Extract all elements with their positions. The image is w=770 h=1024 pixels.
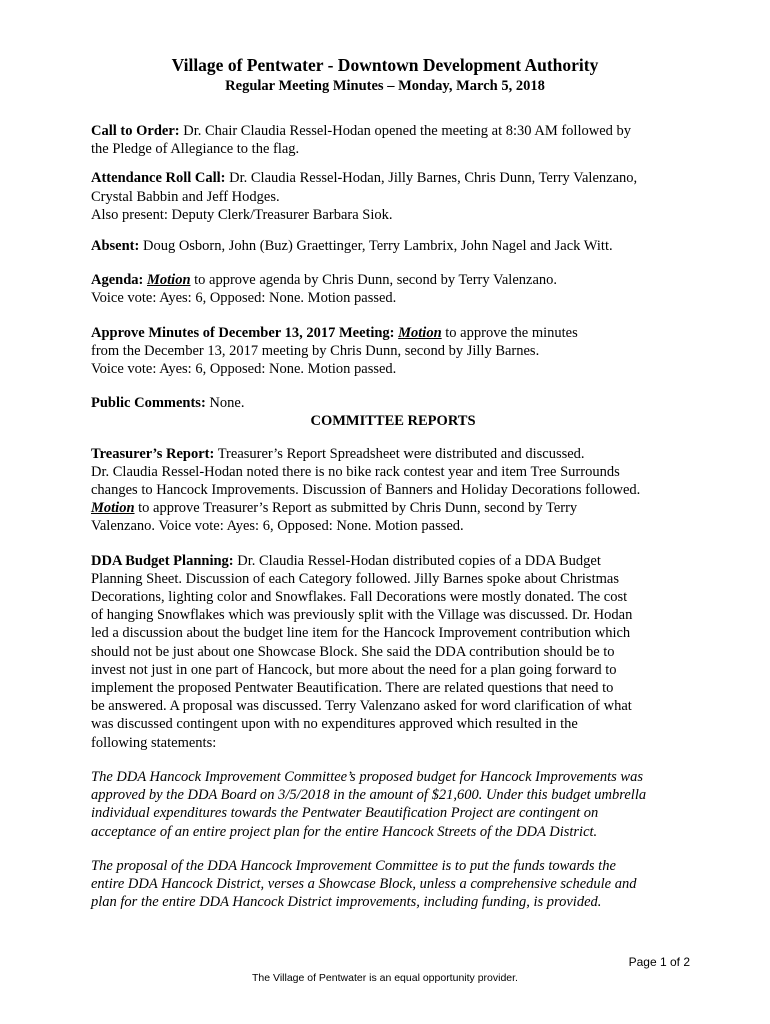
attendance-label: Attendance Roll Call: [91,170,226,187]
approve-minutes-vote: Voice vote: Ayes: 6, Opposed: None. Motion passed. [91,361,397,378]
agenda-section [91,271,695,307]
agenda-text: to approve agenda by Chris Dunn, second by Terry Valenzano. [190,272,558,289]
budget-statement-2 [91,857,695,912]
statement-text: plan for the entire DDA Hancock District improvements, including funding, is provided. [91,894,602,911]
budget-planning-text: should not be just about one Showcase Block. She said the DDA contribution should be to [91,643,615,660]
call-to-order-text: Dr. Chair Claudia Ressel-Hodan opened the meeting at 8:30 AM followed by [179,123,632,139]
budget-planning-text: of hanging Snowflakes which was previously split with the Village was discussed. Dr. Hodan [91,607,633,624]
budget-planning-label: DDA Budget Planning: [91,552,234,569]
motion-label: Motion [147,272,191,289]
attendance-section [91,169,695,224]
budget-planning-text: invest not just in one part of Hancock, but more about the need for a plan going forward to [91,661,617,678]
absent-label: Absent: [91,238,140,255]
approve-minutes-section [91,324,695,379]
document-subtitle: Regular Meeting Minutes – Monday, March 5, 2018 [225,78,545,94]
treasurer-report-label: Treasurer’s Report: [91,445,215,462]
budget-planning-text: implement the proposed Pentwater Beautification. There are related questions that need to [91,680,614,697]
treasurer-report-text: changes to Hancock Improvements. Discussion of Banners and Holiday Decorations followed. [91,482,641,499]
treasurer-report-text: Dr. Claudia Ressel-Hodan noted there is no bike rack contest year and item Tree Surrounds [91,463,620,480]
statement-text: acceptance of an entire project plan for the entire Hancock Streets of the DDA District. [91,823,598,840]
treasurer-report-text: to approve Treasurer’s Report as submitted by Chris Dunn, second by Terry [134,500,578,517]
treasurer-report-text: Treasurer’s Report Spreadsheet were distributed and discussed. [214,445,585,462]
absent-text: Doug Osborn, John (Buz) Graettinger, Terry Lambrix, John Nagel and Jack Witt. [139,238,613,255]
budget-planning-text: Decorations, lighting color and Snowflakes. Fall Decorations were mostly donated. The cost [91,589,628,606]
budget-planning-text: Dr. Claudia Ressel-Hodan distributed copies of a DDA Budget [233,552,601,569]
minutes-body [91,122,695,927]
page-footer: The Village of Pentwater is an equal opportunity provider. [252,972,518,984]
document-title: Village of Pentwater - Downtown Development Authority [171,55,599,75]
statement-text: individual expenditures towards the Pentwater Beautification Project are contingent on [91,805,599,822]
budget-planning-text: was discussed contingent upon with no expenditures approved which resulted in the [91,716,578,733]
treasurer-report-section [91,445,695,536]
call-to-order-label: Call to Order: [91,123,180,139]
call-to-order-section [91,122,695,158]
budget-planning-section [91,552,695,752]
attendance-text: Dr. Claudia Ressel-Hodan, Jilly Barnes, Chris Dunn, Terry Valenzano, [225,170,638,187]
absent-section [91,237,695,255]
approve-minutes-text: to approve the minutes [441,324,578,341]
agenda-label: Agenda: [91,272,144,289]
treasurer-report-vote: Valenzano. Voice vote: Ayes: 6, Opposed: None. Motion passed. [91,518,464,535]
budget-statement-1 [91,768,695,841]
public-comments-section [91,394,695,412]
attendance-text: Crystal Babbin and Jeff Hodges. [91,188,280,205]
budget-planning-text: led a discussion about the budget line item for the Hancock Improvement contribution which [91,625,631,642]
statement-text: approved by the DDA Board on 3/5/2018 in the amount of $21,600. Under this budget umbrella [91,787,647,804]
document-header [0,54,770,96]
public-comments-text: None. [205,395,245,412]
statement-text: entire DDA Hancock District, verses a Showcase Block, unless a comprehensive schedule and [91,875,637,892]
approve-minutes-label: Approve Minutes of December 13, 2017 Meeting: [91,324,395,341]
motion-label: Motion [398,324,442,341]
public-comments-label: Public Comments: [91,395,206,412]
committee-reports-heading: COMMITTEE REPORTS [310,413,476,430]
budget-planning-text: Planning Sheet. Discussion of each Category followed. Jilly Barnes spoke about Christmas [91,570,619,587]
agenda-vote: Voice vote: Ayes: 6, Opposed: None. Motion passed. [91,290,397,307]
page-number: Page 1 of 2 [628,955,690,969]
budget-planning-text: be answered. A proposal was discussed. Terry Valenzano asked for word clarification of what [91,698,632,715]
statement-text: The DDA Hancock Improvement Committee’s proposed budget for Hancock Improvements was [91,768,643,785]
budget-planning-text: following statements: [91,734,217,751]
attendance-also-present: Also present: Deputy Clerk/Treasurer Barbara Siok. [91,206,393,223]
call-to-order-text: the Pledge of Allegiance to the flag. [91,141,300,158]
motion-label: Motion [91,500,135,517]
statement-text: The proposal of the DDA Hancock Improvement Committee is to put the funds towards the [91,857,616,874]
approve-minutes-text: from the December 13, 2017 meeting by Chris Dunn, second by Jilly Barnes. [91,342,540,359]
